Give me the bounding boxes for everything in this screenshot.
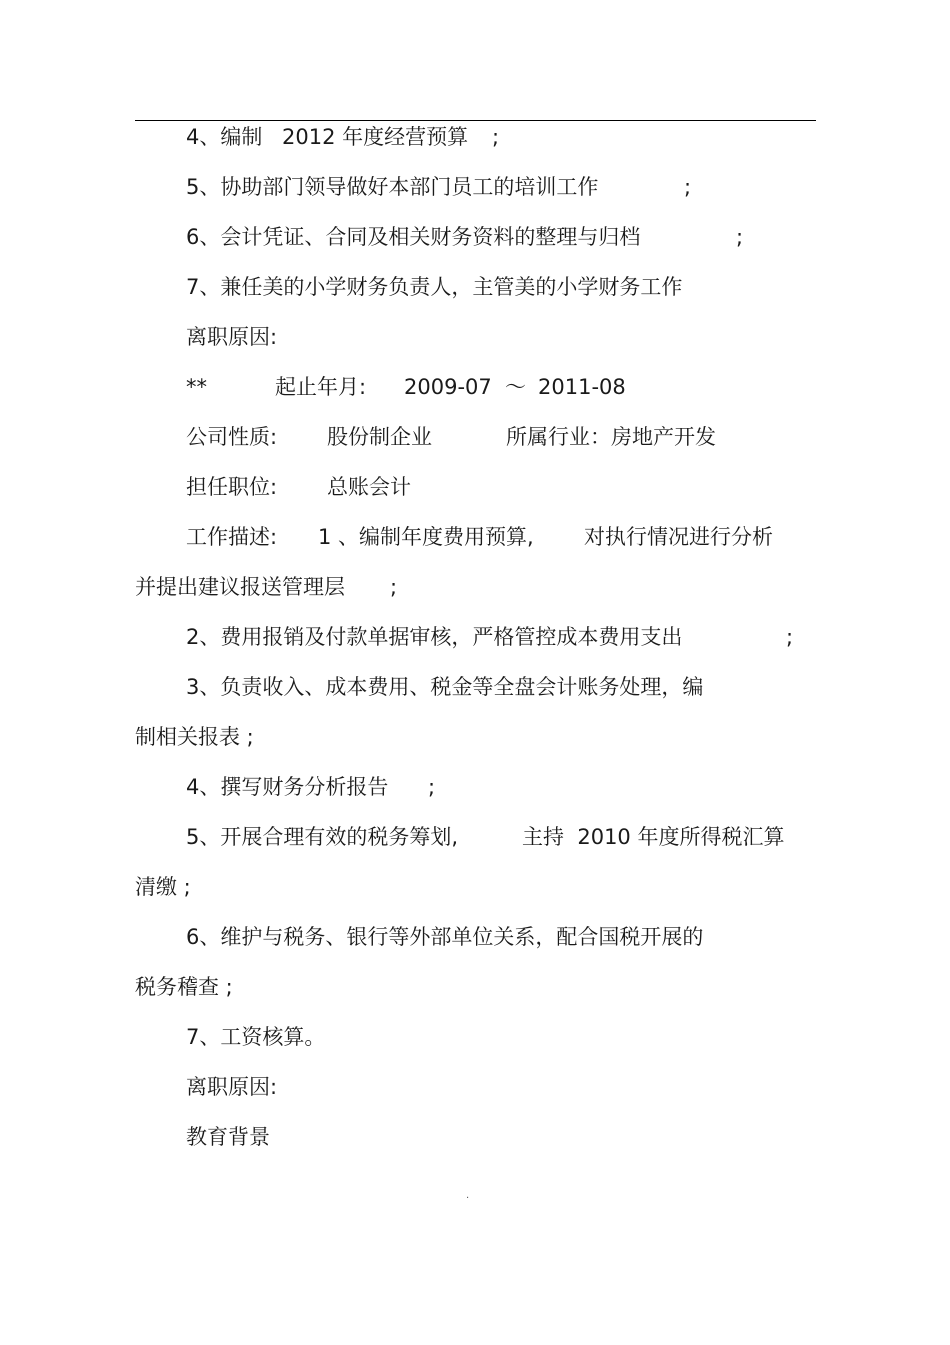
text-line-5-seg-1: 离职原因: bbox=[186, 325, 278, 349]
text-line-3-seg-2: ; bbox=[736, 225, 744, 249]
text-line-7-seg-2: 股份制企业 bbox=[327, 425, 432, 449]
text-line-14-seg-2: ; bbox=[428, 775, 436, 799]
text-line-7-seg-1: 公司性质: bbox=[186, 425, 278, 449]
text-line-20-seg-1: 离职原因: bbox=[186, 1075, 278, 1099]
text-line-6-seg-3: 2009-07 bbox=[404, 375, 492, 399]
text-line-1-seg-2: 2012 年度经营预算 bbox=[282, 125, 469, 149]
text-line-9-seg-3: 对执行情况进行分析 bbox=[584, 525, 773, 549]
text-line-6-seg-2: 起止年月: bbox=[275, 375, 367, 399]
text-line-14-seg-1: 4、撰写财务分析报告 bbox=[186, 775, 389, 799]
text-line-3-seg-1: 6、会计凭证、合同及相关财务资料的整理与归档 bbox=[186, 225, 641, 249]
text-line-11-seg-1: 2、费用报销及付款单据审核，严格管控成本费用支出 bbox=[186, 625, 683, 649]
text-line-17-seg-1: 6、维护与税务、银行等外部单位关系，配合国税开展的 bbox=[186, 925, 704, 949]
text-line-7-seg-3: 所属行业：房地产开发 bbox=[506, 425, 716, 449]
text-line-12-seg-1: 3、负责收入、成本费用、税金等全盘会计账务处理，编 bbox=[186, 675, 704, 699]
text-line-8-seg-1: 担任职位: bbox=[186, 475, 278, 499]
text-line-19-seg-1: 7、工资核算。 bbox=[186, 1025, 326, 1049]
text-line-1-seg-3: ; bbox=[492, 125, 500, 149]
text-line-16-seg-1: 清缴 ; bbox=[135, 875, 191, 899]
text-line-21-seg-1: 教育背景 bbox=[186, 1125, 270, 1149]
text-line-15-seg-2: 主持 2010 年度所得税汇算 bbox=[522, 825, 785, 849]
text-line-1-seg-1: 4、编制 bbox=[186, 125, 263, 149]
text-line-18-seg-1: 税务稽查 ; bbox=[135, 975, 233, 999]
header-rule bbox=[135, 120, 816, 121]
text-line-8-seg-2: 总账会计 bbox=[327, 475, 411, 499]
text-line-9-seg-1: 工作描述: bbox=[186, 525, 278, 549]
text-line-4-seg-1: 7、兼任美的小学财务负责人，主管美的小学财务工作 bbox=[186, 275, 683, 299]
text-line-10-seg-2: ; bbox=[390, 575, 398, 599]
text-line-10-seg-1: 并提出建议报送管理层 bbox=[135, 575, 345, 599]
text-line-6-seg-1: ** bbox=[186, 375, 207, 399]
text-line-13-seg-1: 制相关报表 ; bbox=[135, 725, 254, 749]
text-line-6-seg-4: ～ bbox=[505, 375, 526, 399]
text-line-11-seg-2: ; bbox=[786, 625, 794, 649]
page-footer-dot: . bbox=[466, 1190, 470, 1201]
text-line-2-seg-1: 5、协助部门领导做好本部门员工的培训工作 bbox=[186, 175, 599, 199]
text-line-2-seg-2: ; bbox=[684, 175, 692, 199]
text-line-9-seg-2: 1 、编制年度费用预算, bbox=[318, 525, 534, 549]
text-line-6-seg-5: 2011-08 bbox=[538, 375, 626, 399]
text-line-15-seg-1: 5、开展合理有效的税务筹划, bbox=[186, 825, 459, 849]
